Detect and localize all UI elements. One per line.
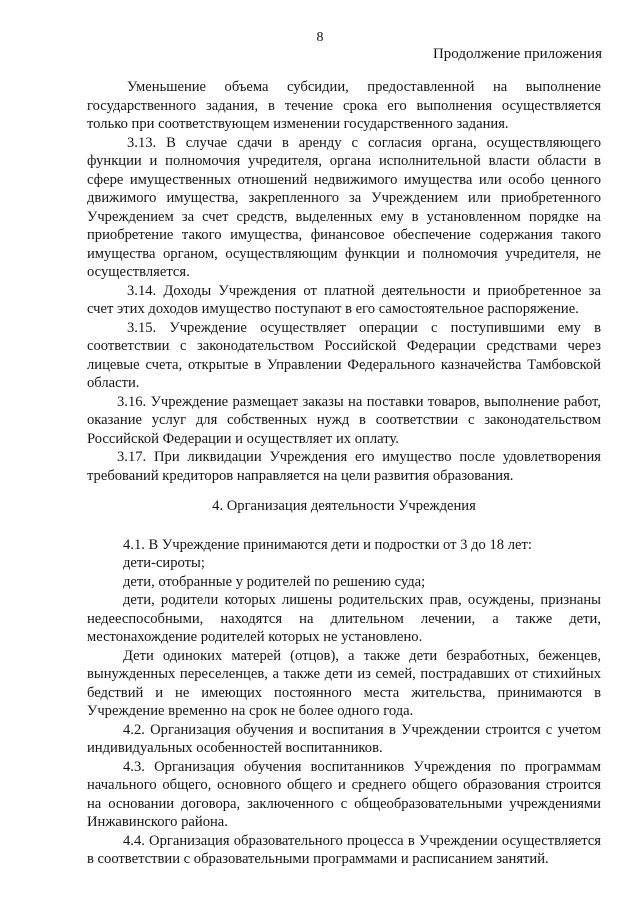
list-item-orphans: дети-сироты; — [123, 555, 205, 571]
paragraph-single-parents: Дети одиноких матерей (отцов), а также дети безработных, беженцев, вынужденных переселенцев, а также дети из семей, пострадавших от стихийных бедствий и не имеющих постоянного места жительства, принимаются в Учреждение временно на срок не более одного года. — [87, 647, 601, 719]
appendix-continuation-note: Продолжение приложения — [432, 46, 602, 62]
paragraph-subsidy: Уменьшение объема субсидии, предоставленной на выполнение государственного задания, в течение срока его выполнения осуществляется только при соответствующем изменении государственного задания. — [87, 79, 601, 132]
paragraph-4-4: 4.4. Организация образовательного процесса в Учреждении осуществляется в соответствии с образовательными программами и расписанием занятий. — [87, 832, 601, 867]
page-number: 8 — [316, 30, 324, 45]
paragraph-3-13: 3.13. В случае сдачи в аренду с согласия органа, осуществляющего функции и полномочия учредителя, органа исполнительной власти области в сфере имущественных отношений недвижимого имущества или особо ценного движимого имущества, закрепленного за Учреждением или приобретенного Учреждением за счет средств, выделенных ему в установленном порядке на приобретение такого имущества, финансовое обеспечение содержания такого имущества органом, осуществляющим функции и полномочия учредителя, не осуществляется. — [87, 134, 601, 280]
list-item-court-removed: дети, отобранные у родителей по решению суда; — [123, 573, 426, 590]
section-4-heading: 4. Организация деятельности Учреждения — [212, 498, 476, 514]
paragraph-3-15: 3.15. Учреждение осуществляет операции с поступившими ему в соответствии с законодательством Российской Федерации средствами через лицевые счета, открытые в Управлении Федерального казначейства Тамбовской области. — [87, 319, 601, 391]
paragraph-3-16: 3.16. Учреждение размещает заказы на поставки товаров, выполнение работ, оказание услуг для собственных нужд в соответствии с законодательством Российской Федерации и осуществляет их оплату. — [87, 393, 601, 447]
paragraph-4-1: 4.1. В Учреждение принимаются дети и подростки от 3 до 18 лет: — [123, 536, 532, 553]
list-item-deprived-parents: дети, родители которых лишены родительских прав, осуждены, признаны недееспособными, находятся на длительном лечении, а также дети, местонахождение родителей которых не установлено. — [87, 592, 601, 645]
paragraph-3-14: 3.14. Доходы Учреждения от платной деятельности и приобретенное за счет этих доходов имущество поступают в его самостоятельное распоряжение. — [87, 282, 601, 317]
document-body — [87, 78, 601, 869]
paragraph-3-17: 3.17. При ликвидации Учреждения его имущество после удовлетворения требований кредиторов направляется на цели развития образования. — [87, 449, 601, 484]
paragraph-4-3: 4.3. Организация обучения воспитанников Учреждения по программам начального общего, основного общего и среднего общего образования строится на основании договора, заключенного с общеобразовательными учреждениями Инжавинского района. — [87, 758, 601, 830]
paragraph-4-2: 4.2. Организация обучения и воспитания в Учреждении строится с учетом индивидуальных особенностей воспитанников. — [87, 721, 601, 756]
